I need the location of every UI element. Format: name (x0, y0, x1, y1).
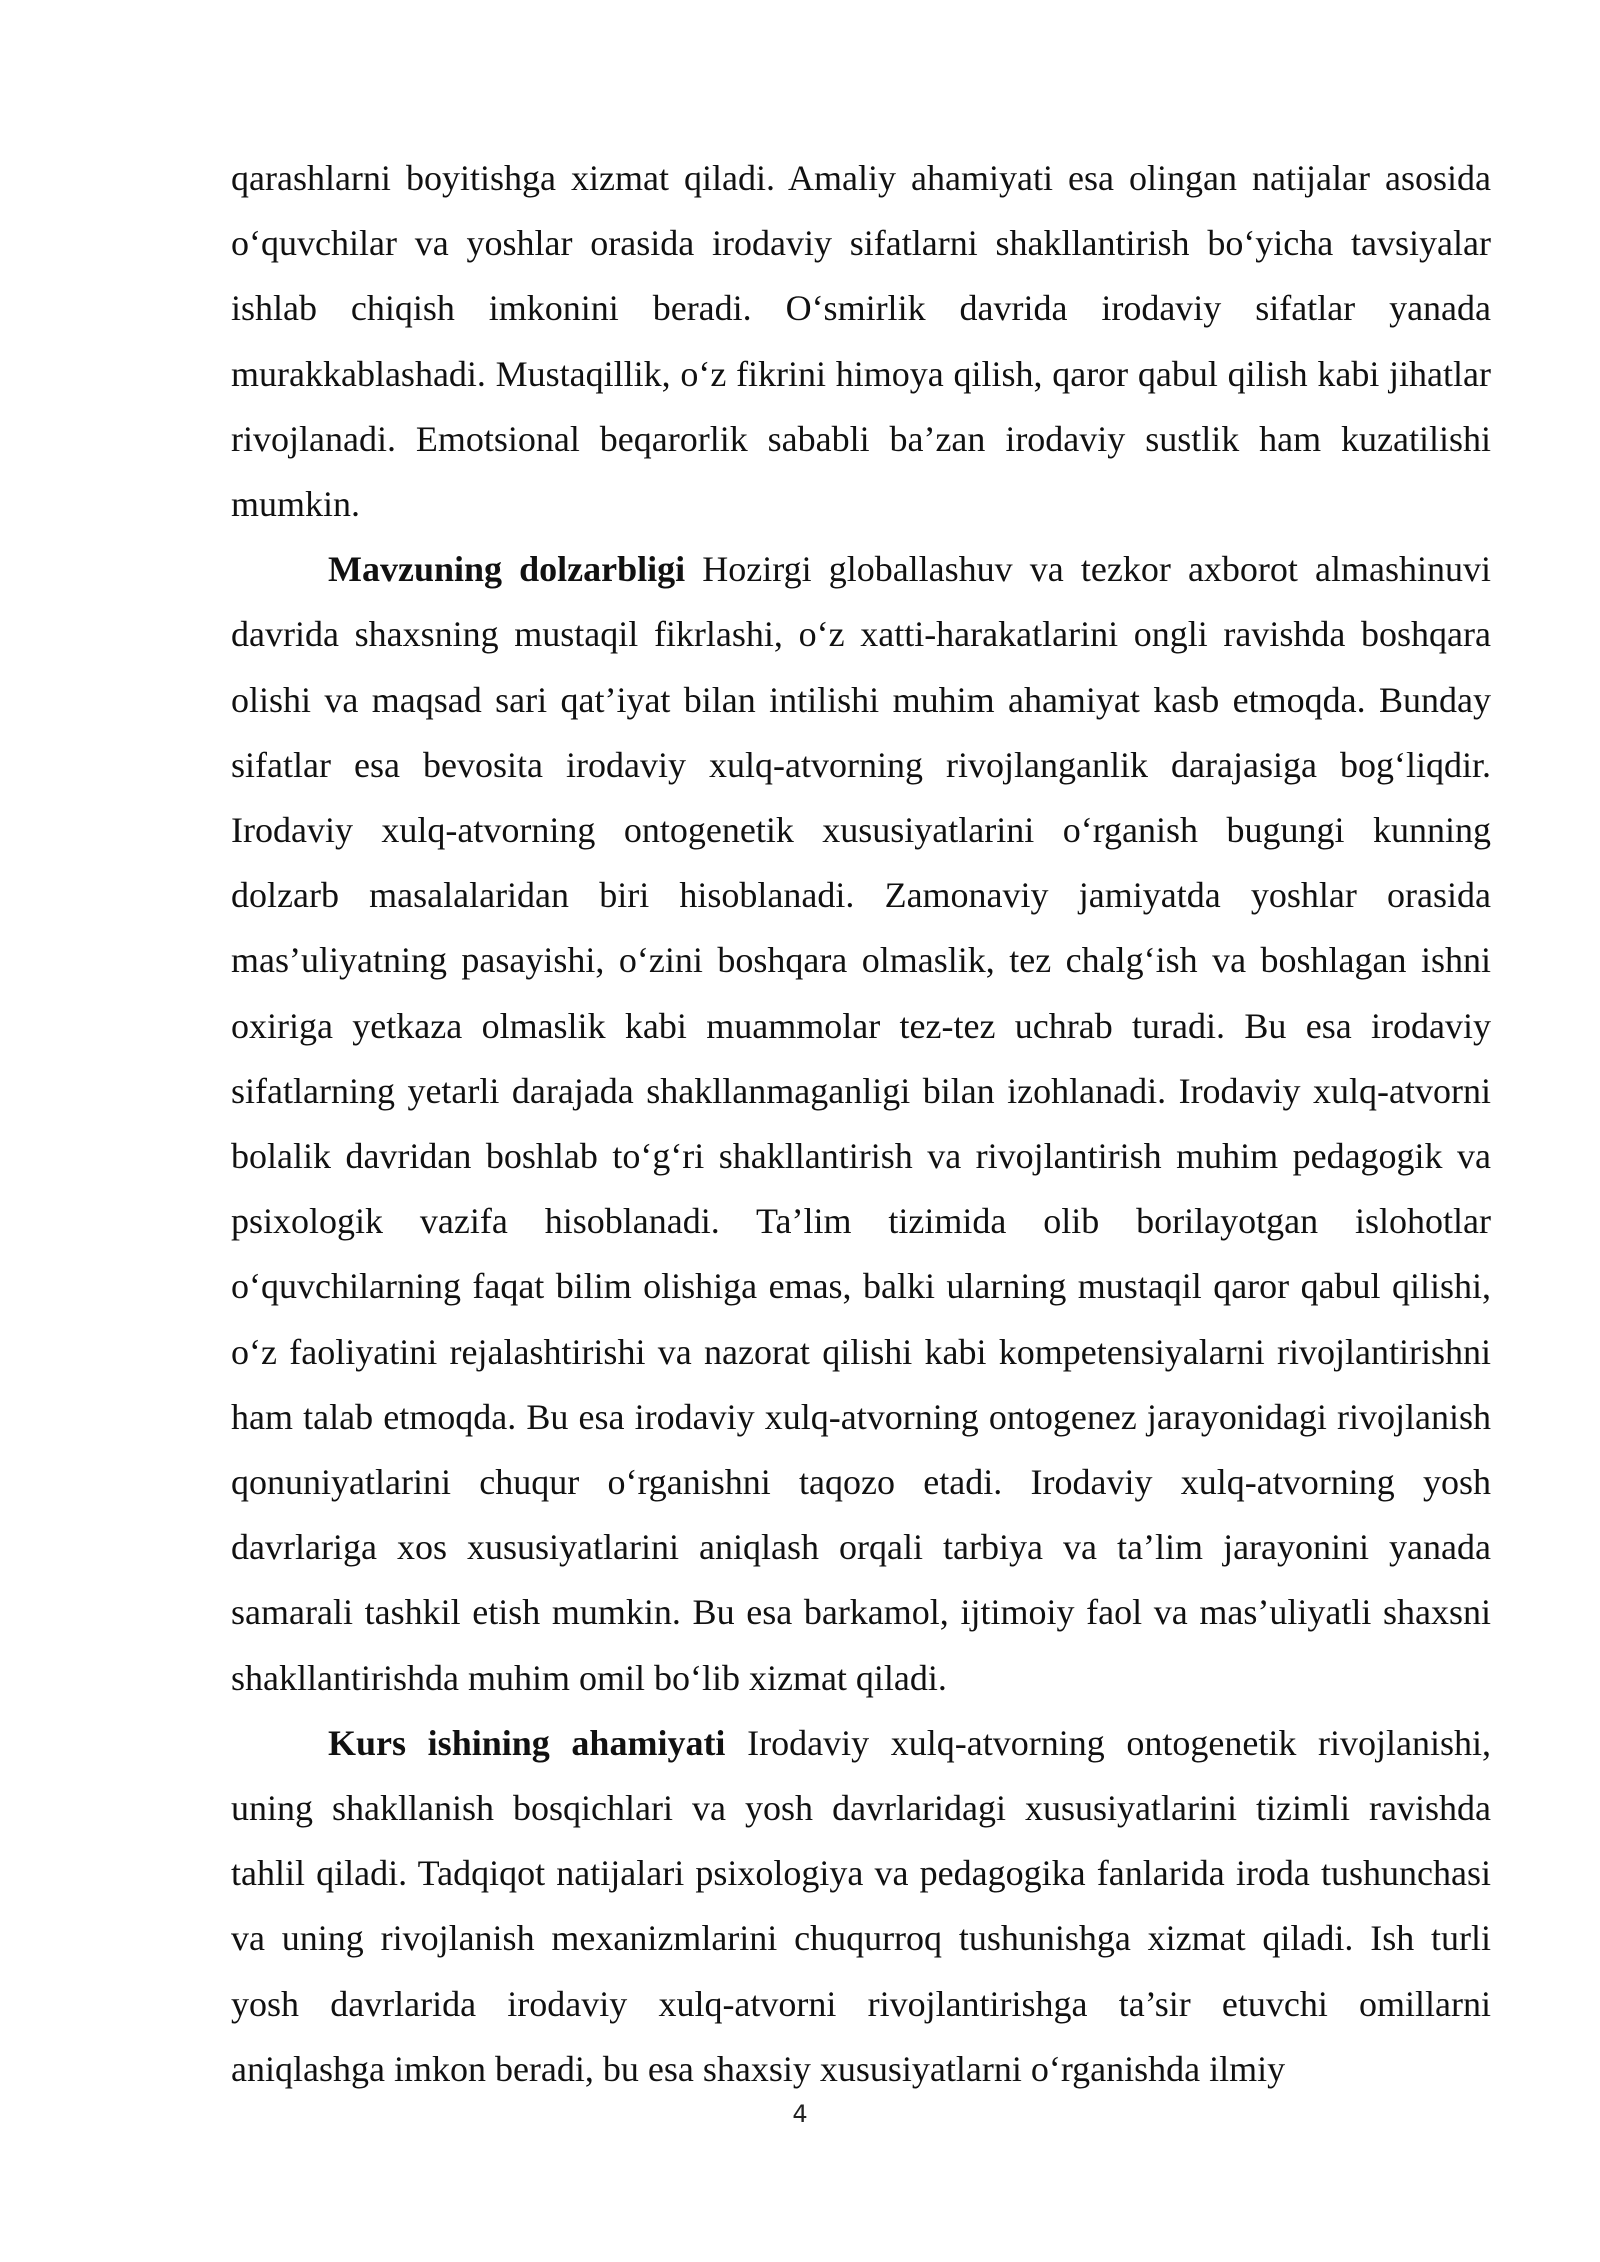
section-heading-relevance: Mavzuning dolzarbligi (328, 549, 686, 590)
paragraph-intro (231, 146, 1491, 537)
section-heading-significance: Kurs ishining ahamiyati (328, 1722, 726, 1763)
paragraph-relevance (231, 537, 1491, 1711)
paragraph-significance (231, 1711, 1491, 2102)
document-body (231, 146, 1491, 2102)
paragraph-text: qarashlarni boyitishga xizmat qiladi. Amaliy ahamiyati esa olingan natijalar asosida o‘quvchilar va yoshlar orasida irodaviy sifatlarni shakllantirish bo‘yicha tavsiyalar ishlab chiqish imkonini beradi. O‘smirlik davrida irodaviy sifatlar yanada murakkablashadi. Mustaqillik, o‘z fikrini himoya qilish, qaror qabul qilish kabi jihatlar rivojlanadi. Emotsional beqarorlik sababli ba’zan irodaviy sustlik ham kuzatilishi mumkin. (231, 158, 1491, 525)
paragraph-text: Hozirgi globallashuv va tezkor axborot almashinuvi davrida shaxsning mustaqil fikrlashi, o‘z xatti-harakatlarini ongli ravishda boshqara olishi va maqsad sari qat’iyat bilan intilishi muhim ahamiyat kasb etmoqda. Bunday sifatlar esa bevosita irodaviy xulq-atvorning rivojlanganlik darajasiga bog‘liqdir. Irodaviy xulq-atvorning ontogenetik xususiyatlarini o‘rganish bugungi kunning dolzarb masalalaridan biri hisoblanadi. Zamonaviy jamiyatda yoshlar orasida mas’uliyatning pasayishi, o‘zini boshqara olmaslik, tez chalg‘ish va boshlagan ishni oxiriga yetkaza olmaslik kabi muammolar tez-tez uchrab turadi. Bu esa irodaviy sifatlarning yetarli darajada shakllanmaganligi bilan izohlanadi. Irodaviy xulq-atvorni bolalik davridan boshlab to‘g‘ri shakllantirish va rivojlantirish muhim pedagogik va psixologik vazifa hisoblanadi. Ta’lim tizimida olib borilayotgan islohotlar o‘quvchilarning faqat bilim olishiga emas, balki ularning mustaqil qaror qabul qilishi, o‘z faoliyatini rejalashtirishi va nazorat qilishi kabi kompetensiyalarni rivojlantirishni ham talab etmoqda. Bu esa irodaviy xulq-atvorning ontogenez jarayonidagi rivojlanish qonuniyatlarini chuqur o‘rganishni taqozo etadi. Irodaviy xulq-atvorning yosh davrlariga xos xususiyatlarini aniqlash orqali tarbiya va ta’lim jarayonini yanada samarali tashkil etish mumkin. Bu esa barkamol, ijtimoiy faol va mas’uliyatli shaxsni shakllantirishda muhim omil bo‘lib xizmat qiladi. (231, 549, 1491, 1698)
paragraph-text: Irodaviy xulq-atvorning ontogenetik rivojlanishi, uning shakllanish bosqichlari va yosh davrlaridagi xususiyatlarini tizimli ravishda tahlil qiladi. Tadqiqot natijalari psixologiya va pedagogika fanlarida iroda tushunchasi va uning rivojlanish mexanizmlarini chuqurroq tushunishga xizmat qiladi. Ish turli yosh davrlarida irodaviy xulq-atvorni rivojlantirishga ta’sir etuvchi omillarni aniqlashga imkon beradi, bu esa shaxsiy xususiyatlarni o‘rganishda ilmiy (231, 1722, 1491, 2089)
page-number: 4 (792, 2100, 808, 2128)
